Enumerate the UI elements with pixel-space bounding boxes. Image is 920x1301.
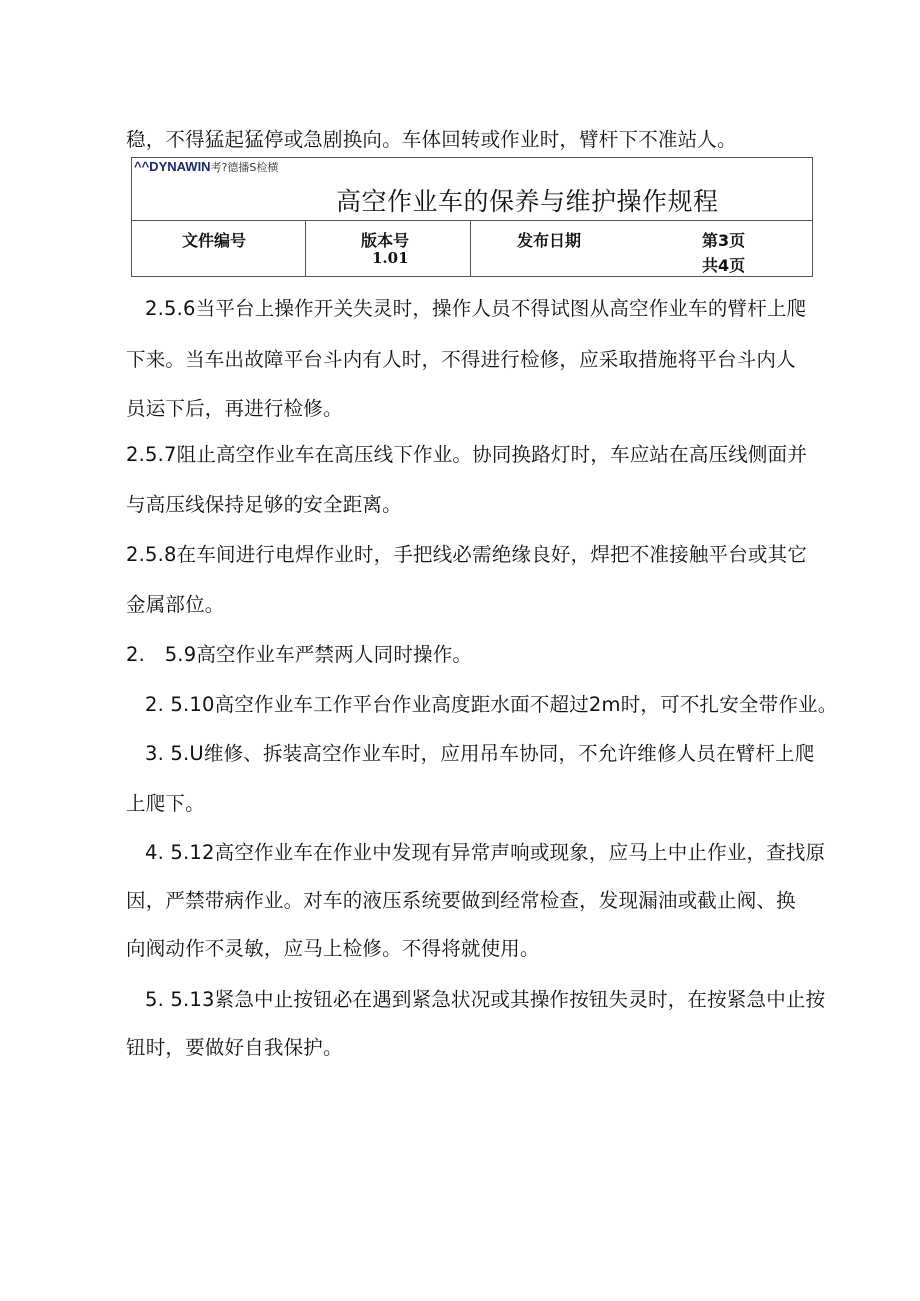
paragraph-line: 2.5.6当平台上操作开关失灵时，操作人员不得试图从高空作业车的臂杆上爬: [145, 297, 807, 320]
paragraph-line: 4. 5.12高空作业车在作业中发现有异常声响或现象，应马上中止作业，查找原: [145, 841, 826, 864]
paragraph-line: 2. 5.9高空作业车严禁两人同时操作。: [126, 643, 473, 666]
paragraph-line: 与高压线保持足够的安全距离。: [126, 493, 402, 516]
continuation-line: 稳，不得猛起猛停或急剧换向。车体回转或作业时，臂杆下不准站人。: [126, 128, 737, 151]
paragraph-line: 2. 5.10高空作业车工作平台作业高度距水面不超过2m时，可不扎安全带作业。: [145, 693, 838, 716]
document-title: 高空作业车的保养与维护操作规程: [336, 187, 719, 216]
company-logo: [134, 160, 278, 175]
doc-number-label: 文件编号: [182, 231, 247, 250]
paragraph-line: 钮时，要做好自我保护。: [126, 1036, 343, 1059]
paragraph-line: 3. 5.U维修、拆装高空作业车时，应用吊车协同，不允许维修人员在臂杆上爬: [145, 742, 815, 765]
paragraph-line: 向阀动作不灵敏，应马上检修。不得将就使用。: [126, 937, 540, 960]
paragraph-line: 金属部位。: [126, 593, 225, 616]
document-header-table: [131, 157, 813, 277]
paragraph-line: 因，严禁带病作业。对车的液压系统要做到经常检查，发现漏油或截止阀、换: [126, 889, 796, 912]
paragraph-line: 5. 5.13紧急中止按钮必在遇到紧急状况或其操作按钮失灵时，在按紧急中止按: [145, 988, 826, 1011]
page-number: 第3页: [702, 231, 746, 250]
release-date-label: 发布日期: [517, 231, 582, 250]
brand-name: ^^DYNAWIN: [134, 159, 211, 174]
brand-subtitle: 考?德播S检横: [210, 161, 279, 174]
paragraph-line: 下来。当车出故障平台斗内有人时，不得进行检修，应采取措施将平台斗内人: [126, 348, 796, 371]
header-divider: [132, 220, 812, 221]
total-pages: 共4页: [702, 256, 746, 275]
paragraph-line: 上爬下。: [126, 792, 205, 815]
version-value: 1.01: [372, 249, 409, 267]
paragraph-line: 2.5.8在车间进行电焊作业时，手把线必需绝缘良好，焊把不准接触平台或其它: [126, 543, 808, 566]
column-divider: [305, 220, 306, 277]
paragraph-line: 2.5.7阻止高空作业车在高压线下作业。协同换路灯时，车应站在高压线侧面并: [126, 443, 808, 466]
version-label: 版本号: [361, 231, 410, 250]
column-divider: [470, 220, 471, 277]
paragraph-line: 员运下后，再进行检修。: [126, 397, 343, 420]
